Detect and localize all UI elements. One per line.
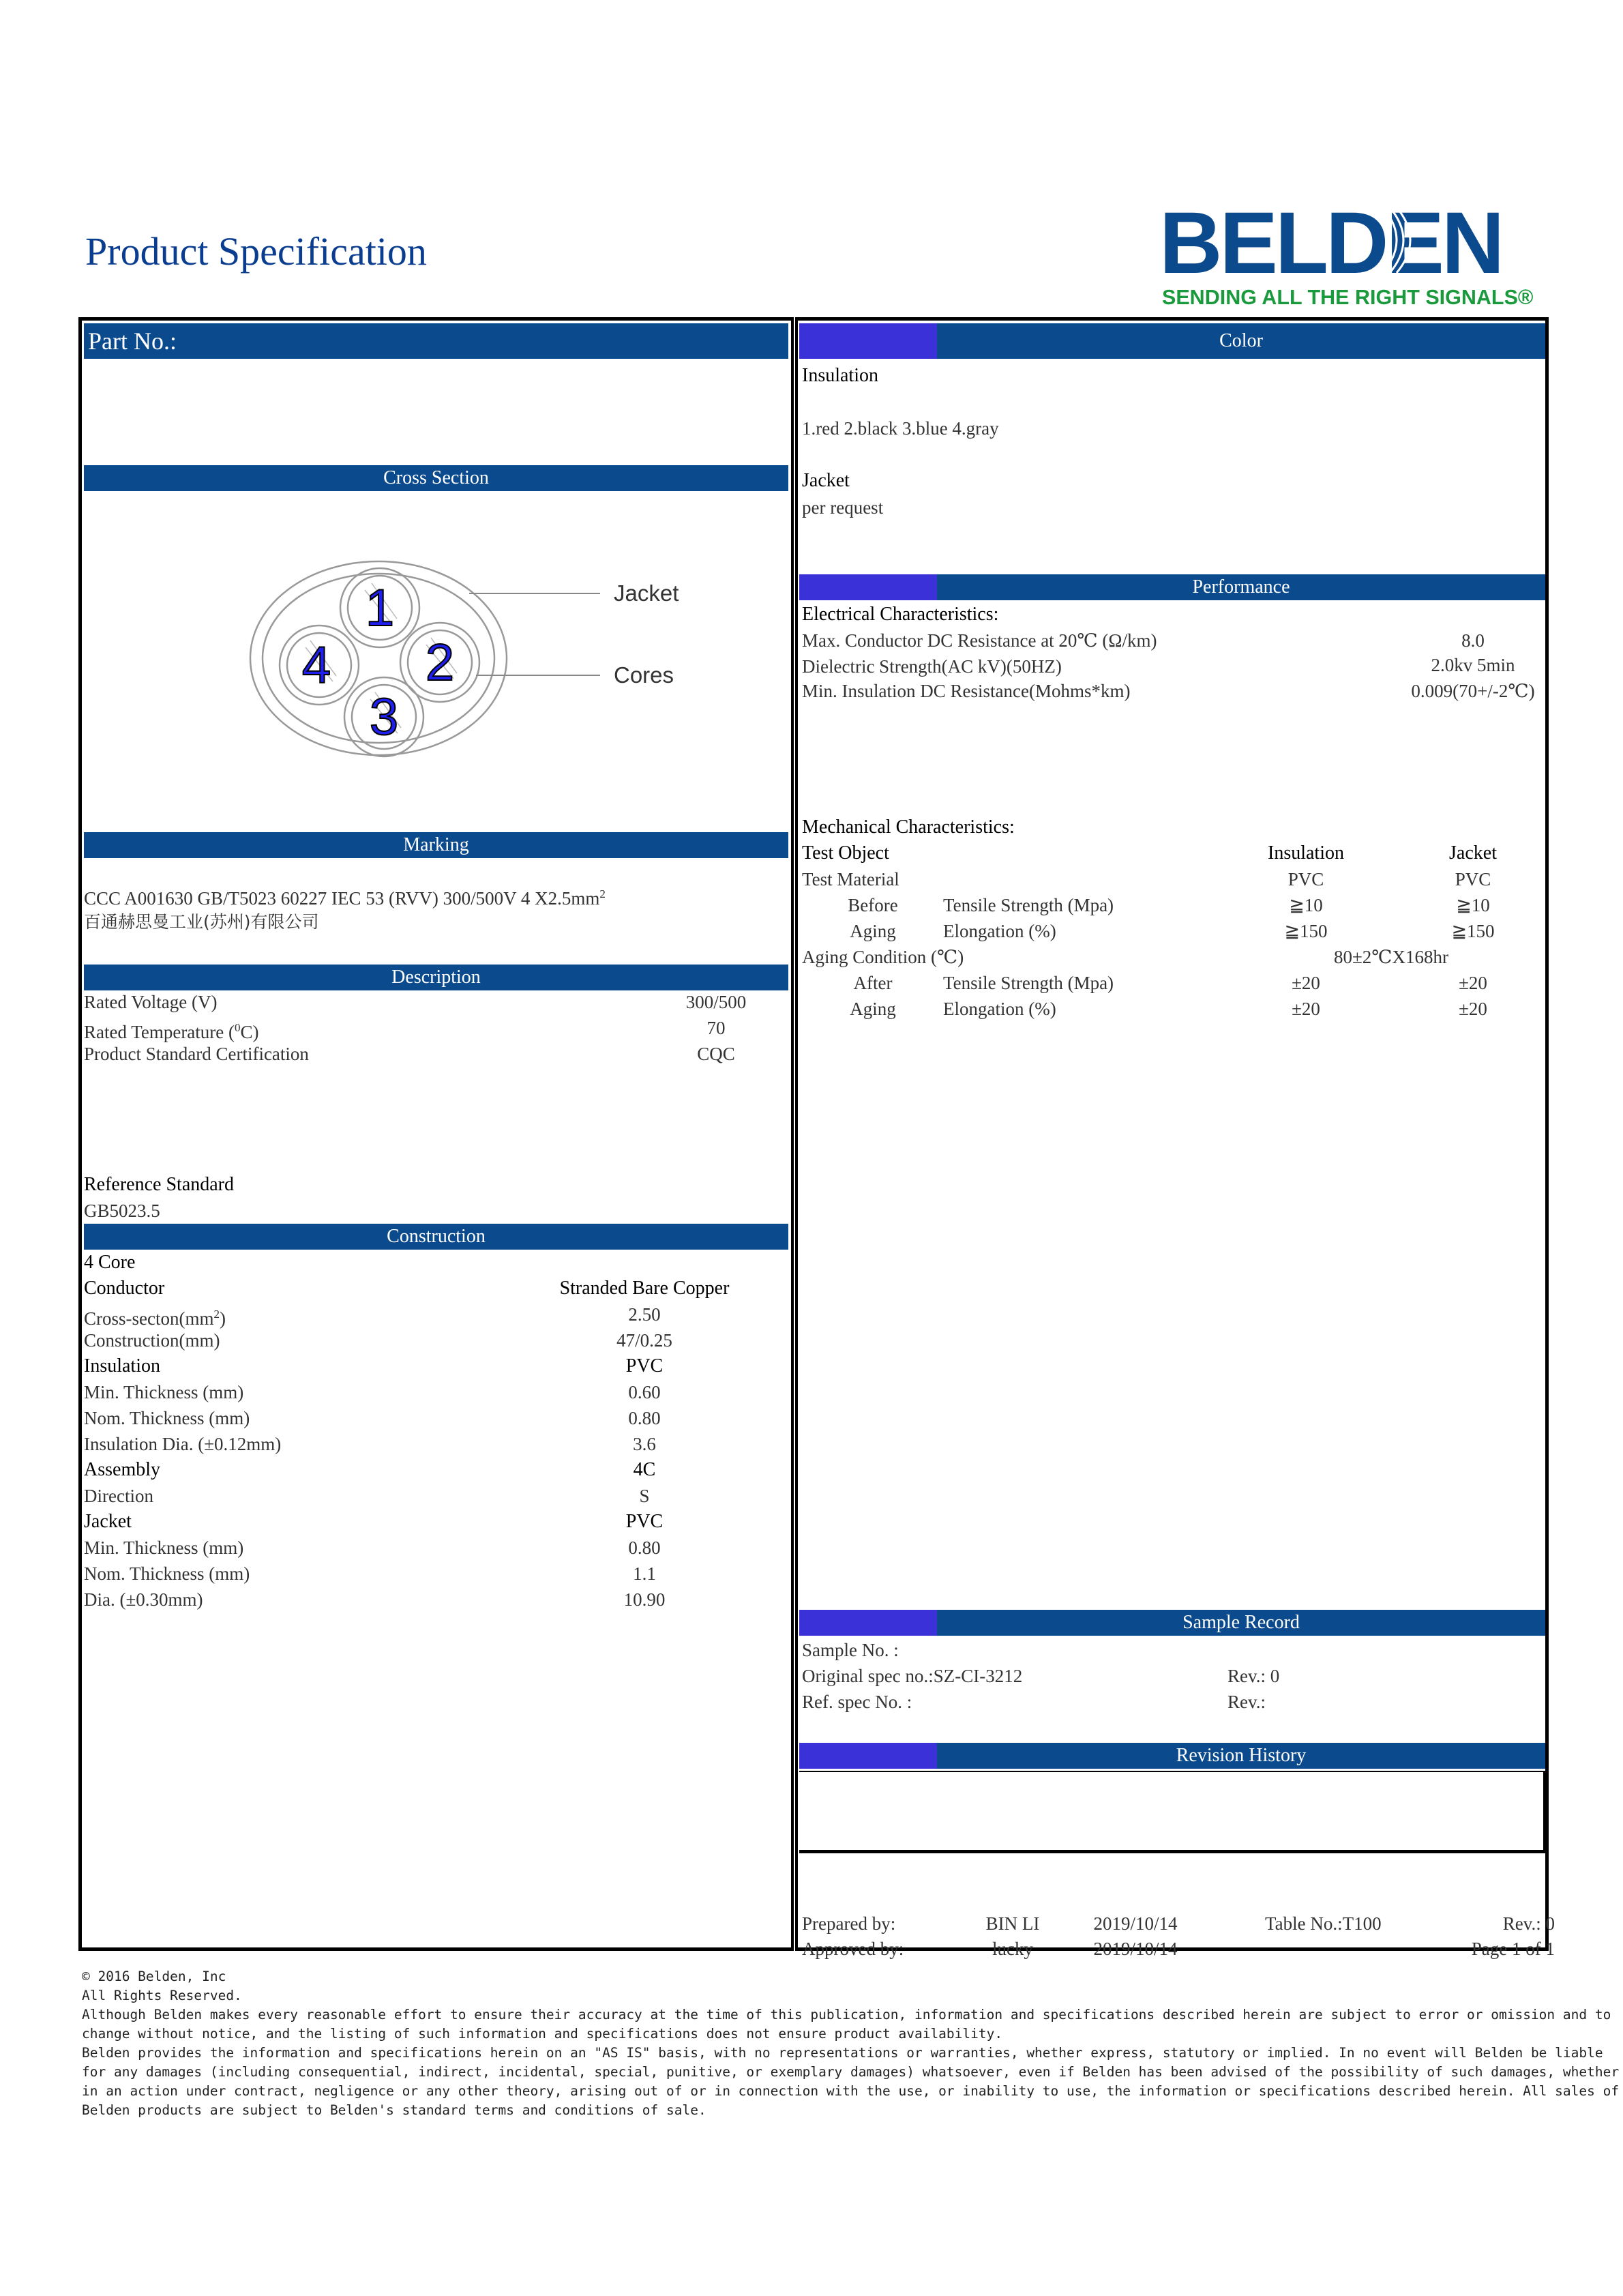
mech-before-elongation-insulation: ≧150 (1284, 921, 1328, 941)
assembly-value: 4C (633, 1459, 656, 1480)
cross-section-area-value: 2.50 (628, 1304, 661, 1325)
jac-min-thickness-label: Min. Thickness (mm) (84, 1537, 244, 1558)
marking-header: Marking (84, 832, 788, 858)
mech-before-tensile-label: Tensile Strength (Mpa) (943, 895, 1114, 915)
mech-before-elongation-label: Elongation (%) (943, 921, 1056, 941)
insulation-label: Insulation (84, 1355, 160, 1377)
color-insulation-label: Insulation (802, 365, 878, 386)
color-header (799, 323, 1545, 359)
logo-tagline: SENDING ALL THE RIGHT SIGNALS® (1162, 286, 1534, 309)
construction-mm-value: 47/0.25 (616, 1330, 672, 1351)
mech-after-tensile-jacket: ±20 (1459, 973, 1487, 993)
jacket-callout: Jacket (614, 580, 679, 606)
cross-section-header: Cross Section (84, 465, 788, 491)
color-insulation-value: 1.red 2.black 3.blue 4.gray (802, 418, 999, 439)
desc-temperature-value: 70 (706, 1018, 726, 1038)
desc-certification-value: CQC (697, 1044, 735, 1064)
conductor-label: Conductor (84, 1278, 165, 1299)
jac-nom-thickness-value: 1.1 (633, 1563, 656, 1584)
color-header-label: Color (1219, 330, 1263, 351)
sample-no: Sample No. : (802, 1640, 899, 1660)
elec-insulation-resistance-value: 0.009(70+/-2℃) (1411, 681, 1535, 701)
footer-line-8: Belden products are subject to Belden's standard terms and conditions of sale. (82, 2102, 706, 2118)
prepared-by-label: Prepared by: (802, 1913, 896, 1934)
footer-line-1: © 2016 Belden, Inc (82, 1969, 226, 1984)
original-rev: Rev.: 0 (1227, 1666, 1280, 1686)
rev-number: Rev.: 0 (1502, 1913, 1555, 1934)
description-header: Description (84, 965, 788, 990)
revision-history-bottom-rule (799, 1850, 1545, 1853)
ins-nom-thickness-value: 0.80 (628, 1408, 661, 1428)
jac-min-thickness-value: 0.80 (628, 1537, 661, 1558)
core-label-3: 3 (369, 688, 399, 746)
color-jacket-value: per request (802, 497, 884, 518)
ref-rev: Rev.: (1227, 1692, 1266, 1712)
mech-after-tensile-label: Tensile Strength (Mpa) (943, 973, 1114, 993)
column-divider (791, 317, 798, 1951)
footer-line-6: for any damages (including consequential, indirect, incidental, special, punitive, or exemplary damages) whatsoever, even if Belden has been advised of the possibility of such damages, whether (82, 2064, 1620, 2080)
jac-dia-label: Dia. (±0.30mm) (84, 1589, 203, 1610)
mech-condition-value: 80±2℃X168hr (1333, 947, 1448, 967)
belden-logo (1158, 196, 1553, 312)
mech-after-elongation-label: Elongation (%) (943, 999, 1056, 1019)
conductor-value: Stranded Bare Copper (559, 1278, 730, 1299)
core-count: 4 Core (84, 1252, 136, 1273)
mech-header-test-object: Test Object (802, 842, 889, 864)
revision-history-top-rule (799, 1771, 1545, 1772)
ins-nom-thickness-label: Nom. Thickness (mm) (84, 1408, 250, 1428)
color-header-accent (799, 323, 937, 359)
footer-line-5: Belden provides the information and specifications herein on an "AS IS" basis, with no representations or warranties, whether express, statutory or implied. In no event will Belden be liable (82, 2045, 1603, 2061)
ref-spec: Ref. spec No. : (802, 1692, 912, 1712)
mech-before-elongation-jacket: ≧150 (1451, 921, 1495, 941)
mech-after-stage: After (853, 973, 893, 993)
footer-line-4: change without notice, and the listing of such information and specifications does not ensure product availability. (82, 2026, 1003, 2042)
ins-min-thickness-label: Min. Thickness (mm) (84, 1382, 244, 1402)
jacket-value: PVC (625, 1511, 664, 1532)
mech-material-jacket: PVC (1455, 869, 1491, 889)
page-number: Page 1 of 1 (1471, 1939, 1555, 1959)
jac-dia-value: 10.90 (623, 1589, 666, 1610)
assembly-label: Assembly (84, 1459, 160, 1480)
mech-after-elongation-insulation: ±20 (1292, 999, 1320, 1019)
prepared-date: 2019/10/14 (1093, 1913, 1178, 1934)
mech-before-tensile-insulation: ≧10 (1289, 895, 1323, 915)
sample-record-header-label: Sample Record (1182, 1612, 1300, 1633)
footer-line-7: in an action under contract, negligence or any other theory, arising out of or in connection with the use, or inability to use, the information or specifications described herein. All sales of (82, 2083, 1620, 2099)
mech-after-tensile-insulation: ±20 (1292, 973, 1320, 993)
page-title: Product Specification (85, 229, 427, 274)
cores-callout: Cores (614, 662, 674, 688)
prepared-by-name: BIN LI (985, 1913, 1040, 1934)
core-label-2: 2 (425, 634, 455, 692)
marking-line-1: CCC A001630 GB/T5023 60227 IEC 53 (RVV) 300/500V 4 $X2.5mm^2$ (84, 887, 606, 909)
construction-header: Construction (84, 1224, 788, 1250)
ins-dia-value: 3.6 (633, 1434, 656, 1454)
table-no: Table No.:T100 (1265, 1913, 1382, 1934)
mech-header-jacket: Jacket (1449, 842, 1497, 864)
color-jacket-label: Jacket (802, 470, 850, 491)
ins-min-thickness-value: 0.60 (628, 1382, 661, 1402)
mech-material-label: Test Material (802, 869, 899, 889)
reference-standard-label: Reference Standard (84, 1174, 234, 1195)
mech-after-aging-stage: Aging (850, 999, 896, 1019)
revision-history-header-label: Revision History (1176, 1745, 1307, 1766)
elec-resistance-label: Max. Conductor DC Resistance at 20℃ (Ω/km) (802, 630, 1157, 651)
ins-dia-label: Insulation Dia. (±0.12mm) (84, 1434, 282, 1454)
mech-before-tensile-jacket: ≧10 (1456, 895, 1490, 915)
mech-before-aging-stage: Aging (850, 921, 896, 941)
reference-standard-value: GB5023.5 (84, 1201, 160, 1221)
jac-nom-thickness-label: Nom. Thickness (mm) (84, 1563, 250, 1584)
mech-condition-label: Aging Condition (℃) (802, 947, 964, 967)
revision-history-right-rule (1543, 1771, 1545, 1851)
performance-header (799, 574, 1545, 600)
mech-after-elongation-jacket: ±20 (1459, 999, 1487, 1019)
approved-date: 2019/10/14 (1093, 1939, 1178, 1959)
direction-value: S (639, 1486, 650, 1506)
mech-material-insulation: PVC (1287, 869, 1324, 889)
original-spec: Original spec no.:SZ-CI-3212 (802, 1666, 1023, 1686)
insulation-value: PVC (625, 1355, 664, 1377)
part-no-header: Part No.: (84, 323, 788, 359)
core-label-1: 1 (365, 579, 395, 637)
elec-insulation-resistance-label: Min. Insulation DC Resistance(Mohms*km) (802, 681, 1131, 701)
construction-mm-label: Construction(mm) (84, 1330, 220, 1351)
logo-wordmark: BELDEN (1159, 196, 1502, 292)
marking-line-2: 百通赫思曼工业(苏州)有限公司 (84, 912, 319, 932)
elec-dielectric-value: 2.0kv 5min (1431, 655, 1515, 675)
desc-voltage-label: Rated Voltage (V) (84, 992, 218, 1012)
mech-before-stage: Before (848, 895, 898, 915)
footer-line-2: All Rights Reserved. (82, 1988, 242, 2003)
elec-dielectric-label: Dielectric Strength(AC kV)(50HZ) (802, 656, 1062, 677)
approved-by-label: Approved by: (802, 1939, 904, 1959)
jacket-label: Jacket (84, 1511, 132, 1532)
sample-record-header (799, 1610, 1545, 1636)
electrical-label: Electrical Characteristics: (802, 604, 999, 625)
mech-header-insulation: Insulation (1268, 842, 1344, 864)
desc-voltage-value: 300/500 (685, 992, 747, 1012)
cross-section-diagram (245, 556, 736, 761)
sample-record-header-accent (799, 1610, 937, 1636)
desc-temperature-label: Rated Temperature ($^0$C) (84, 1021, 259, 1042)
performance-header-accent (799, 574, 937, 600)
revision-history-header-accent (799, 1743, 937, 1769)
core-label-4: 4 (301, 636, 331, 694)
direction-label: Direction (84, 1486, 153, 1506)
desc-certification-label: Product Standard Certification (84, 1044, 309, 1064)
mechanical-label: Mechanical Characteristics: (802, 816, 1015, 838)
revision-history-header (799, 1743, 1545, 1769)
approved-by-name: lucky (992, 1939, 1033, 1959)
elec-resistance-value: 8.0 (1461, 630, 1485, 651)
footer-line-3: Although Belden makes every reasonable effort to ensure their accuracy at the time of this publication, information and specifications described herein are subject to error or omission and to (82, 2007, 1611, 2022)
cross-section-area-label: Cross-$secton(mm^2)$ (84, 1308, 226, 1329)
performance-header-label: Performance (1192, 576, 1290, 598)
